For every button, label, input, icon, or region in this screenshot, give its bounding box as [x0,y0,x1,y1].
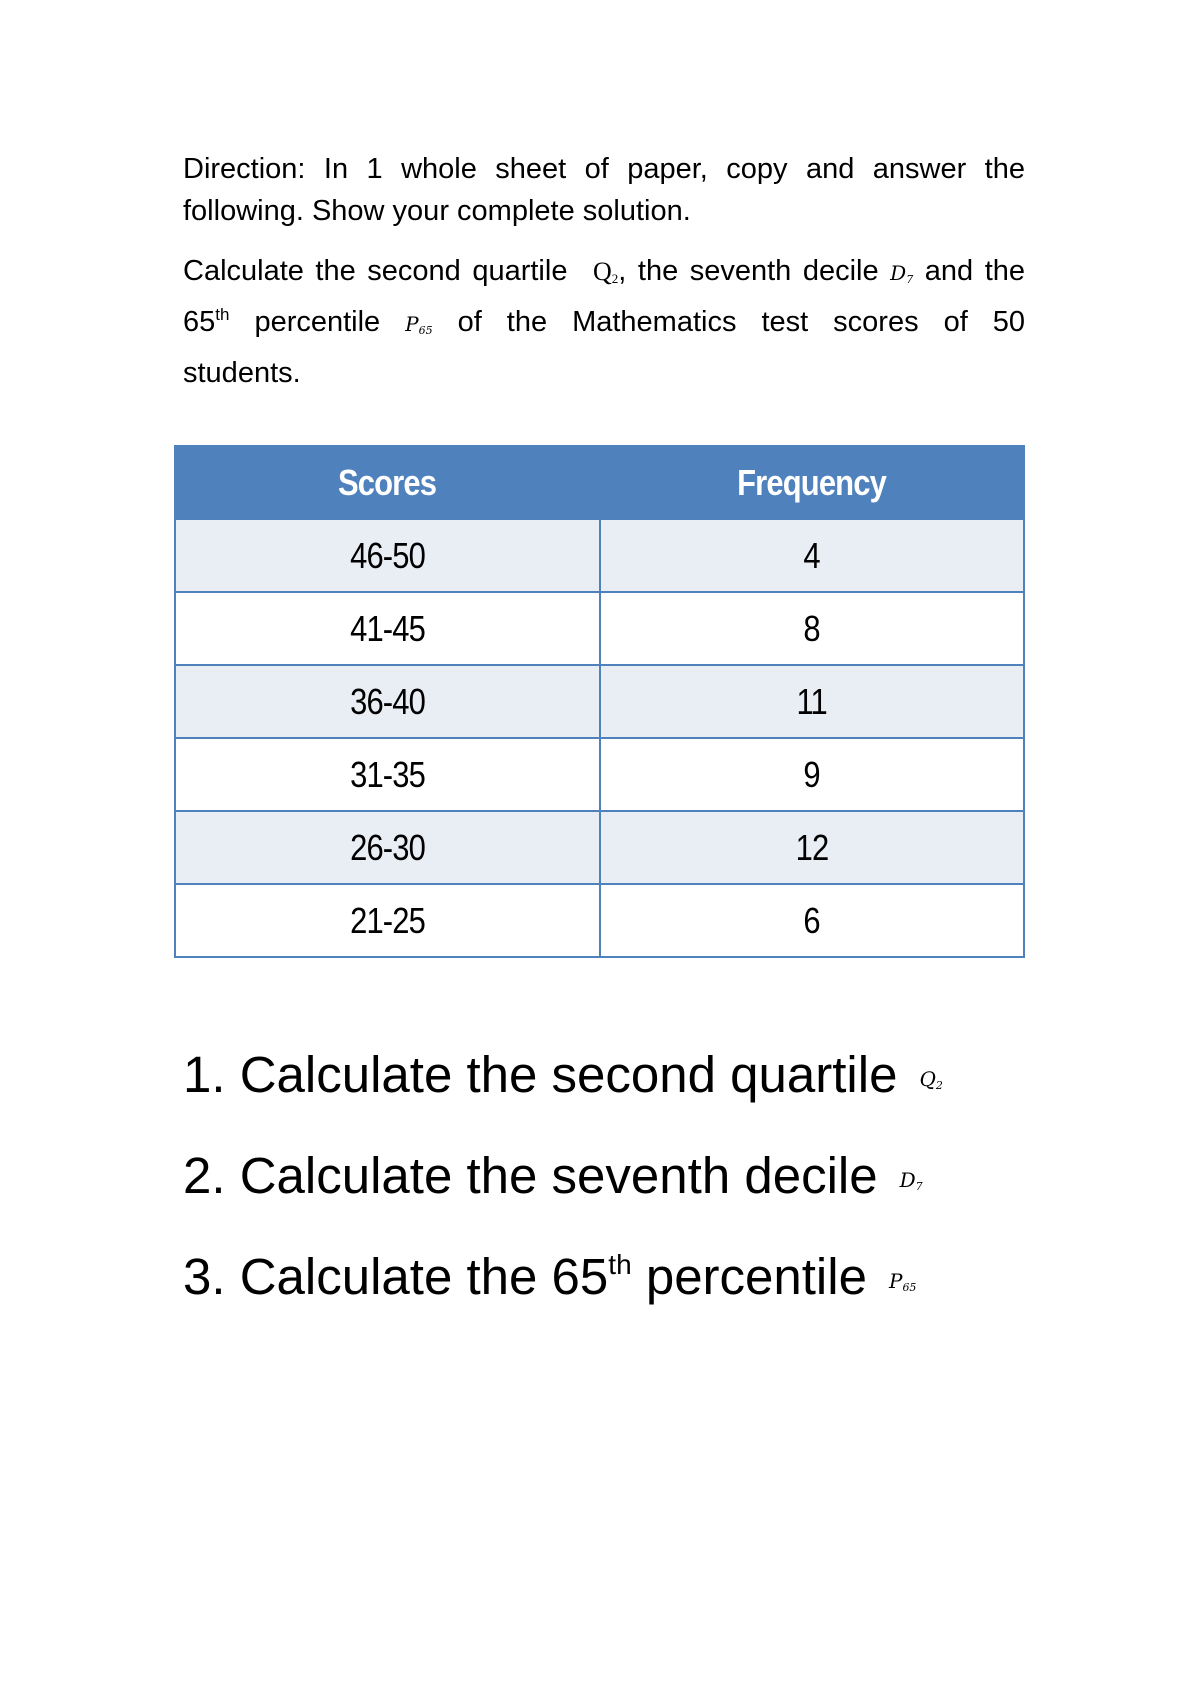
frequency-cell: 6 [600,884,1025,957]
prompt-part-1: Calculate the second quartile [183,255,568,287]
frequency-cell: 11 [600,665,1025,738]
score-cell: 31-35 [175,738,600,811]
header-frequency: Frequency [600,446,1025,519]
ordinal-suffix: th [608,1249,632,1280]
prompt-part-2: the seventh decile [637,255,879,287]
direction-text: Direction: In 1 whole sheet of paper, copy and answer the following. Show your complete solution. [183,153,1025,227]
d7-symbol: $D_7$ [890,261,914,286]
table-row [175,738,1024,811]
table-row [175,884,1024,957]
question-3: 3. Calculate the 65th percentile $P_{65}$ [183,1248,917,1305]
frequency-cell: 8 [600,592,1025,665]
q2-symbol: $Q_2$ [593,257,619,286]
score-cell: 21-25 [175,884,600,957]
table-row [175,665,1024,738]
prompt-part-4: percentile [254,306,381,338]
question-1: 1. Calculate the second quartile $Q_2$ [183,1046,943,1103]
table-row [175,519,1024,592]
score-cell: 41-45 [175,592,600,665]
frequency-table [174,445,1025,958]
frequency-cell: 4 [600,519,1025,592]
table-header-row [175,446,1024,519]
question-list [183,1030,1083,1333]
question-2: 2. Calculate the seventh decile $D_7$ [183,1147,923,1204]
prompt-part-5: of the Mathematics test scores of 50 students. [183,306,1025,389]
score-cell: 26-30 [175,811,600,884]
q2-symbol: $Q_2$ [919,1067,943,1092]
frequency-cell: 12 [600,811,1025,884]
frequency-cell: 9 [600,738,1025,811]
table-row [175,592,1024,665]
prompt-part-3: and the 65 [183,255,1026,338]
p65-symbol: $P_{65}$ [888,1269,917,1294]
header-scores: Scores [175,446,600,519]
p65-symbol: $P_{65}$ [405,312,433,337]
ordinal-suffix: th [215,305,230,324]
score-cell: 36-40 [175,665,600,738]
score-cell: 46-50 [175,519,600,592]
problem-prompt: Calculate the second quartile $Q_2$, the seventh decile $D_7$ and the 65th percentile $P_{65}$ of the Mathematics test scores of 50 students. [183,255,1026,389]
d7-symbol: $D_7$ [899,1168,923,1193]
table-row [175,811,1024,884]
